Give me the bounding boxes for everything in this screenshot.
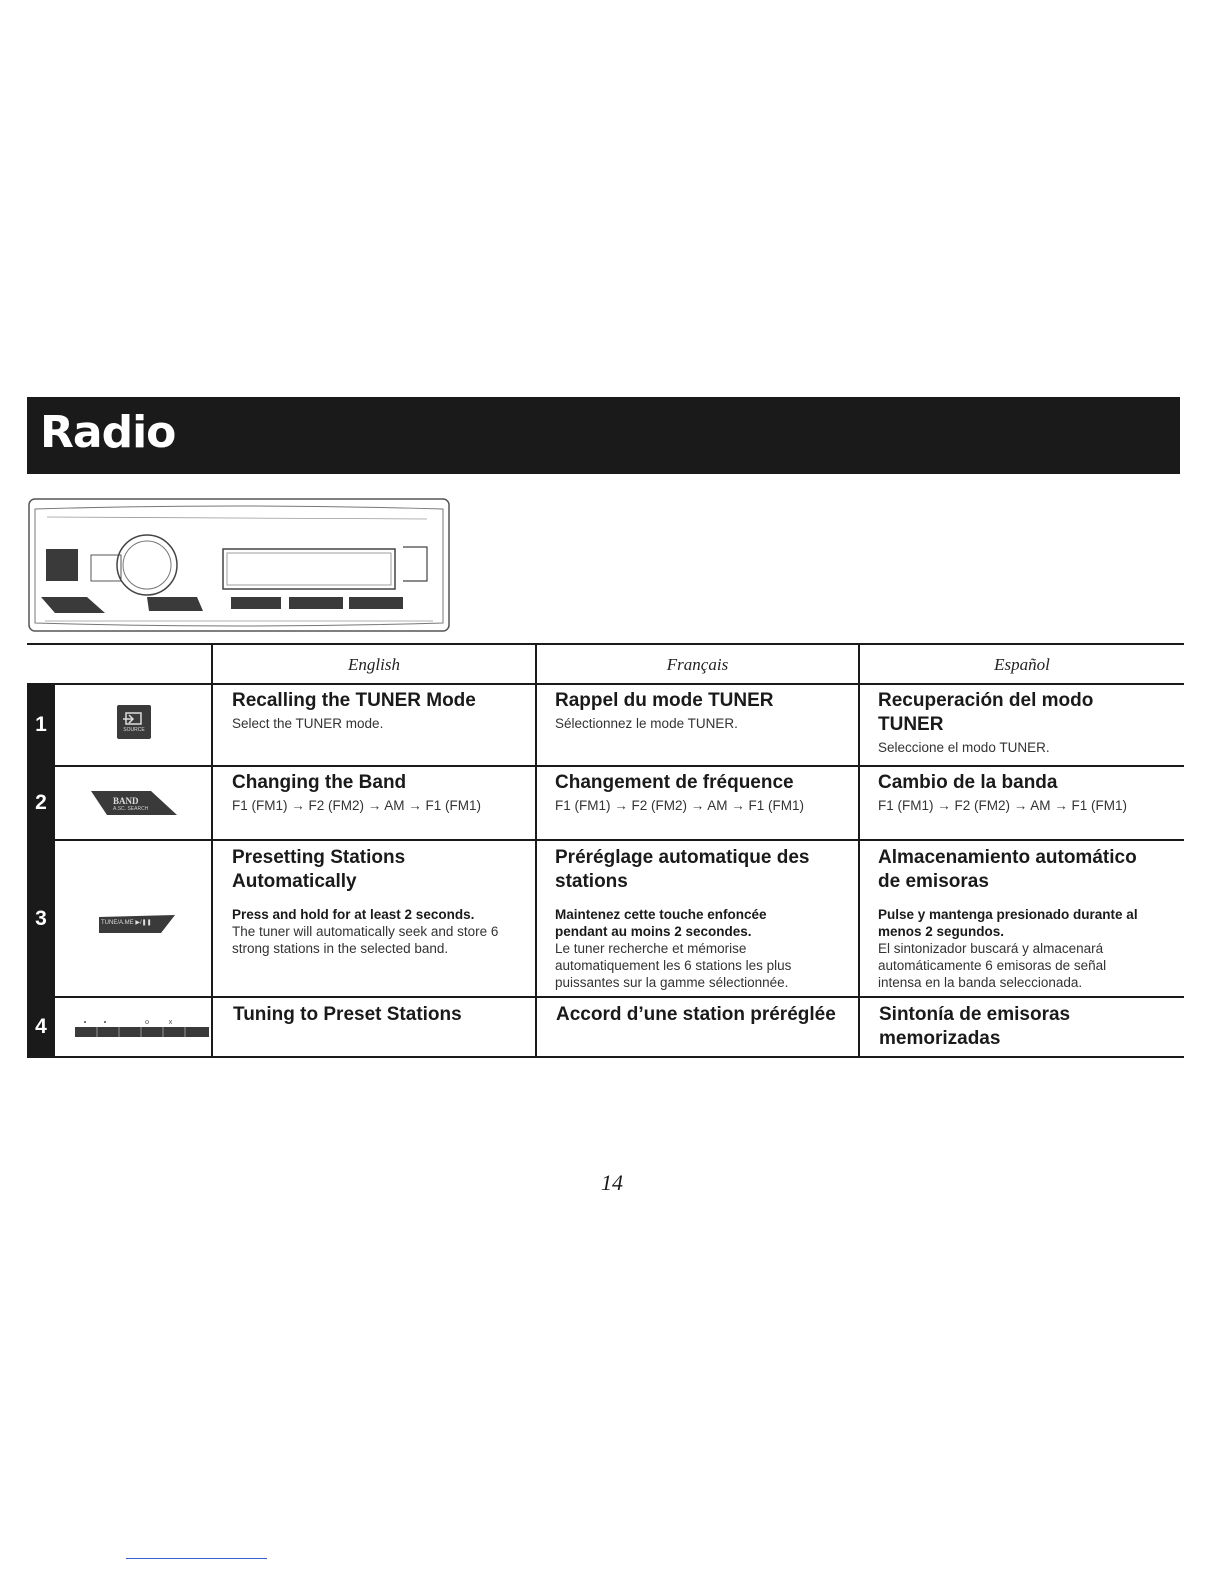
row-rule bbox=[27, 765, 1184, 767]
step-title: Presetting Stations Automatically bbox=[232, 847, 406, 892]
band-button-icon bbox=[89, 787, 179, 817]
step-text: The tuner will automatically seek and store 6 strong stations in the selected band. bbox=[232, 924, 499, 956]
table-bottom-rule bbox=[27, 1056, 1184, 1058]
source-arrow-icon bbox=[117, 705, 151, 739]
footer-rule bbox=[126, 1558, 267, 1559]
preset-buttons-strip bbox=[75, 1019, 211, 1039]
section-banner bbox=[27, 397, 1180, 474]
cell-fr-4 bbox=[556, 1003, 856, 1027]
header-espanol: Español bbox=[994, 655, 1050, 674]
cell-es-1 bbox=[878, 689, 1138, 756]
cell-es-4 bbox=[879, 1003, 1119, 1051]
cell-en-4 bbox=[233, 1003, 533, 1027]
source-button-icon bbox=[117, 705, 151, 739]
step-text: Select the TUNER mode. bbox=[232, 716, 384, 731]
step-title: Tuning to Preset Stations bbox=[233, 1004, 462, 1025]
header-rule bbox=[27, 683, 1184, 685]
step-title: Recuperación del modo TUNER bbox=[878, 690, 1094, 735]
cell-fr-2 bbox=[555, 771, 855, 814]
step-text: Sélectionnez le mode TUNER. bbox=[555, 716, 738, 731]
step-title: Recalling the TUNER Mode bbox=[232, 690, 476, 711]
step-title: Changement de fréquence bbox=[555, 772, 794, 793]
step-number: 1 bbox=[27, 685, 55, 765]
row-rule bbox=[27, 996, 1184, 998]
cell-en-3 bbox=[232, 846, 522, 957]
step-title: Changing the Band bbox=[232, 772, 407, 793]
cell-fr-3 bbox=[555, 846, 835, 991]
tune-label: TUNE/A.ME ▶/❚❚ bbox=[101, 920, 152, 926]
step-number: 2 bbox=[27, 767, 55, 839]
head-unit-illustration bbox=[27, 497, 451, 633]
header-english: English bbox=[348, 655, 400, 674]
step-emphasis: Pulse y mantenga presionado durante al menos 2 segundos. bbox=[878, 907, 1138, 939]
step-title: Préréglage automatique des stations bbox=[555, 847, 810, 892]
step-text: F1 (FM1) → F2 (FM2) → AM → F1 (FM1) bbox=[878, 798, 1127, 813]
step-emphasis: Press and hold for at least 2 seconds. bbox=[232, 907, 475, 922]
cell-en-1 bbox=[232, 689, 532, 732]
row-rule bbox=[27, 839, 1184, 841]
step-text: F1 (FM1) → F2 (FM2) → AM → F1 (FM1) bbox=[232, 798, 481, 813]
step-title: Cambio de la banda bbox=[878, 772, 1058, 793]
step-text: Seleccione el modo TUNER. bbox=[878, 740, 1050, 755]
preset-buttons-icon bbox=[75, 1019, 211, 1039]
table-top-rule bbox=[27, 643, 1184, 645]
step-title: Rappel du mode TUNER bbox=[555, 690, 774, 711]
tune-button-icon bbox=[97, 911, 177, 935]
header-francais: Français bbox=[666, 655, 729, 674]
column-rule bbox=[535, 643, 537, 1058]
band-sublabel: A.SC. SEARCH bbox=[113, 806, 149, 812]
cell-es-2 bbox=[878, 771, 1178, 814]
step-emphasis: Maintenez cette touche enfoncée pendant au moins 2 secondes. bbox=[555, 907, 767, 939]
step-title: Sintonía de emisoras memorizadas bbox=[879, 1004, 1071, 1049]
column-rule bbox=[858, 643, 860, 1058]
step-text: F1 (FM1) → F2 (FM2) → AM → F1 (FM1) bbox=[555, 798, 804, 813]
step-text: Le tuner recherche et mémorise automatiquement les 6 stations les plus puissantes sur la gamme sélectionnée. bbox=[555, 941, 792, 990]
column-rule bbox=[211, 643, 213, 1058]
step-number: 4 bbox=[27, 998, 55, 1056]
section-title: Radio bbox=[40, 407, 176, 458]
source-label: SOURCE bbox=[123, 727, 145, 733]
band-label: BAND bbox=[113, 796, 139, 806]
step-text: El sintonizador buscará y almacenará automáticamente 6 emisoras de señal intensa en la banda seleccionada. bbox=[878, 941, 1107, 990]
cell-es-3 bbox=[878, 846, 1168, 991]
step-number: 3 bbox=[27, 841, 55, 996]
page-number: 14 bbox=[601, 1170, 623, 1195]
step-title: Accord d’une station préréglée bbox=[556, 1004, 836, 1025]
step-title: Almacenamiento automático de emisoras bbox=[878, 847, 1137, 892]
cell-en-2 bbox=[232, 771, 532, 814]
cell-fr-1 bbox=[555, 689, 855, 732]
